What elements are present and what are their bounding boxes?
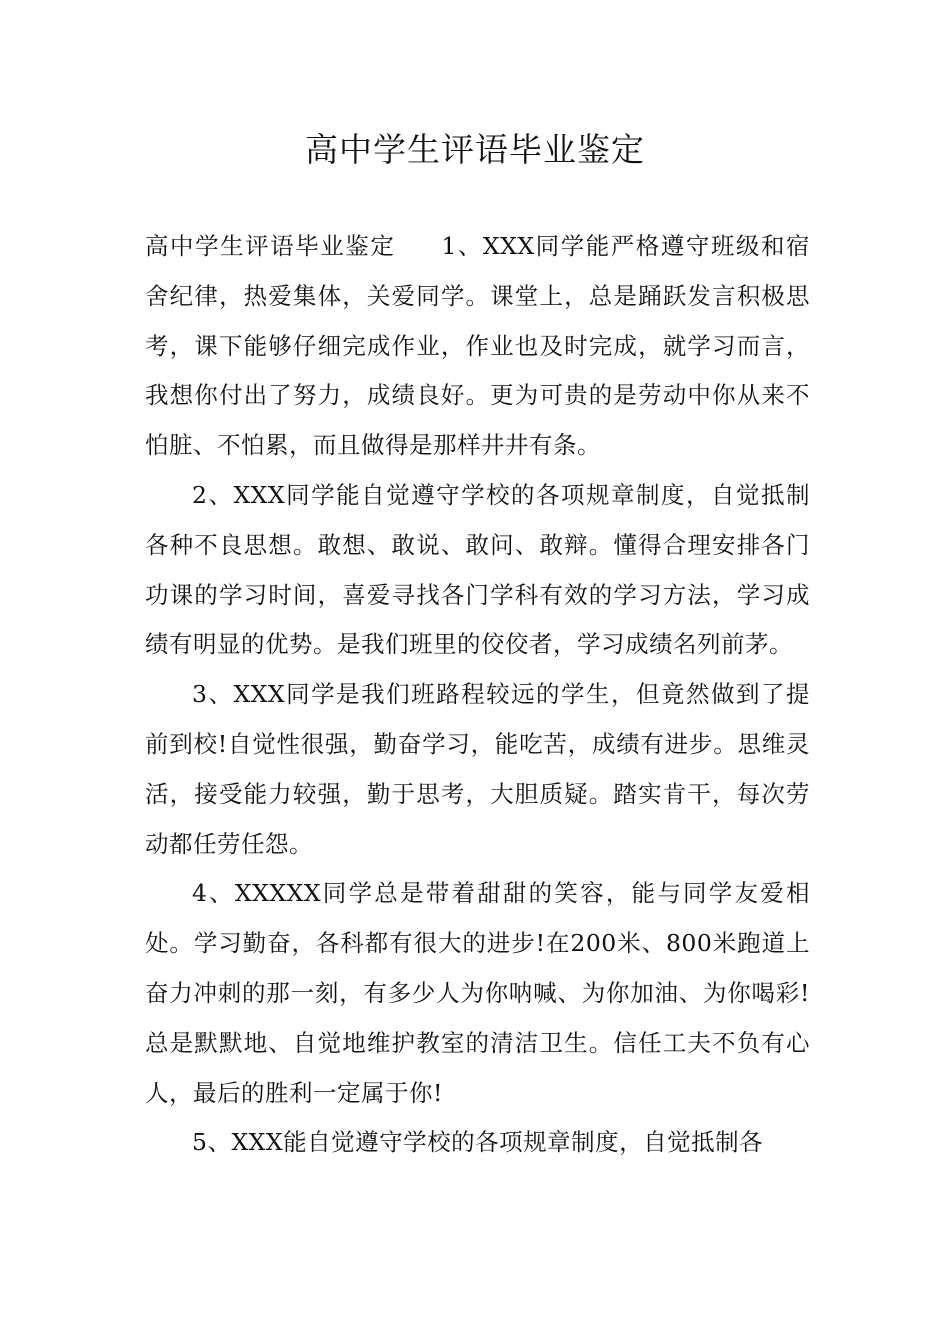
document-body bbox=[145, 222, 810, 1168]
paragraph-5: 5、XXX能自觉遵守学校的各项规章制度，自觉抵制各 bbox=[192, 1128, 764, 1157]
paragraph-1-label: 高中学生评语毕业鉴定 bbox=[145, 232, 396, 260]
paragraph-1 bbox=[145, 222, 810, 471]
document-title: 高中学生评语毕业鉴定 bbox=[305, 130, 645, 169]
paragraph-1-text: 1、XXX同学能严格遵守班级和宿舍纪律，热爱集体，关爱同学。课堂上，总是踊跃发言积极思考，课下能够仔细完成作业，作业也及时完成，就学习而言，我想你付出了努力，成绩良好。更为可贵的是劳动中你从来不怕脏、不怕累，而且做得是那样井井有条。 bbox=[145, 232, 810, 460]
paragraph-4: 4、XXXXX同学总是带着甜甜的笑容，能与同学友爱相处。学习勤奋，各科都有很大的进步!在200米、800米跑道上奋力冲刺的那一刻，有多少人为你呐喊、为你加油、为你喝彩!总是默默地、自觉地维护教室的清洁卫生。信任工夫不负有心人，最后的胜利一定属于你! bbox=[145, 879, 810, 1107]
paragraph-3: 3、XXX同学是我们班路程较远的学生，但竟然做到了提前到校!自觉性很强，勤奋学习，能吃苦，成绩有进步。思维灵活，接受能力较强，勤于思考，大胆质疑。踏实肯干，每次劳动都任劳任怨。 bbox=[145, 680, 810, 858]
paragraph-2: 2、XXX同学能自觉遵守学校的各项规章制度，自觉抵制各种不良思想。敢想、敢说、敢问、敢辩。懂得合理安排各门功课的学习时间，喜爱寻找各门学科有效的学习方法，学习成绩有明显的优势。是我们班里的佼佼者，学习成绩名列前茅。 bbox=[145, 480, 810, 659]
